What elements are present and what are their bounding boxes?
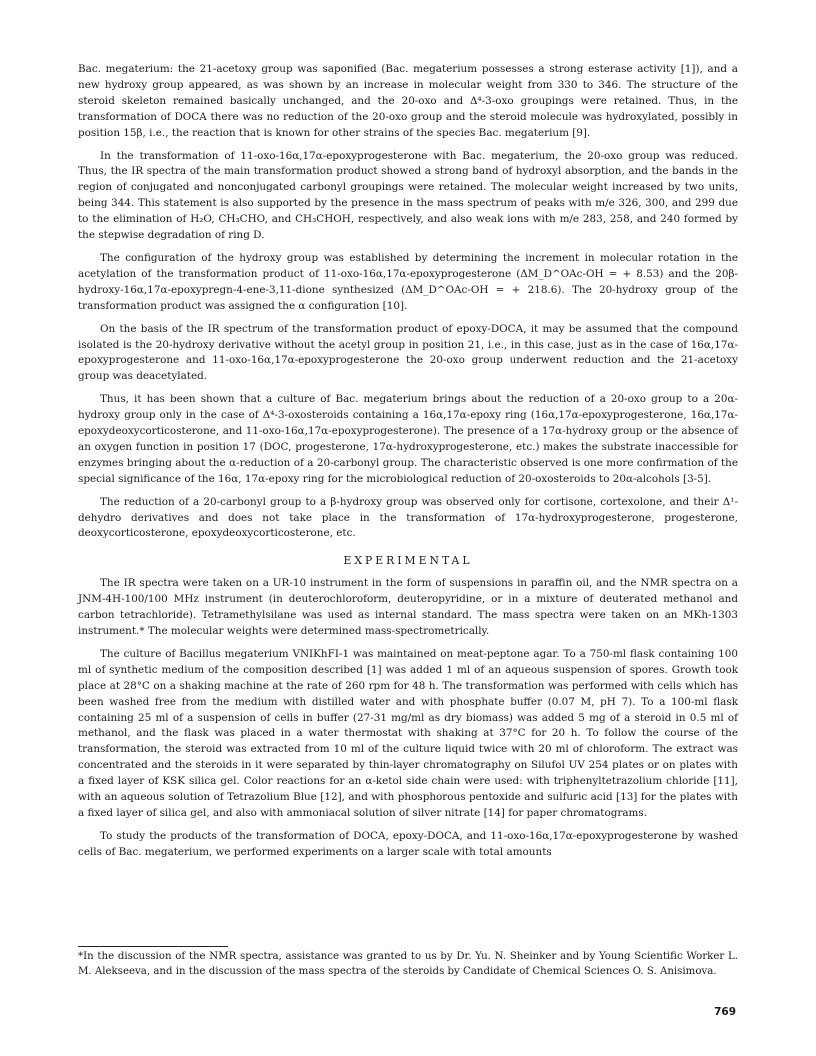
article-body xyxy=(78,62,738,868)
paragraph-2: In the transformation of 11-oxo-16α,17α-epoxyprogesterone with Bac. megaterium, the 20-oxo group was reduced. Thus, the IR spectra of the main transformation product showed a strong band of hydroxyl absorption, and the bands in the region of conjugated and nonconjugated carbonyl groupings were retained. The molecular weight increased by two units, being 344. This statement is also supported by the presence in the mass spectrum of peaks with m/e 326, 300, and 299 due to the elimination of H₂O, CH₃CHO, and CH₃CHOH, respectively, and also weak ions with m/e 283, 258, and 240 formed by the stepwise degradation of ring D. xyxy=(78,149,738,242)
paragraph-1: Bac. megaterium: the 21-acetoxy group was saponified (Bac. megaterium possesses a strong esterase activity [1]), and a new hydroxy group appeared, as was shown by an increase in molecular weight from 330 to 346. The structure of the steroid skeleton remained basically unchanged, and the 20-oxo and Δ⁴-3-oxo groupings were retained. Thus, in the transformation of DOCA there was no reduction of the 20-oxo group and the steroid molecule was hydroxylated, possibly in position 15β, i.e., the reaction that is known for other strains of the species Bac. megaterium [9]. xyxy=(78,63,738,139)
paragraph-8: The culture of Bacillus megaterium VNIKhFI-1 was maintained on meat-peptone agar. To a 750-ml flask containing 100 ml of synthetic medium of the composition described [1] was added 1 ml of an aqueous suspension of spores. Growth took place at 28°C on a shaking machine at the rate of 260 rpm for 48 h. The transformation was performed with cells which has been washed free from the medium with distilled water and with phosphate buffer (0.07 M, pH 7). To a 100-ml flask containing 25 ml of a suspension of cells in buffer (27-31 mg/ml as dry biomass) was added 5 mg of a steroid in 0.5 ml of methanol, and the flask was placed in a water thermostat with shaking at 37°C for 20 h. To follow the course of the transformation, the steroid was extracted from 10 ml of the culture liquid twice with 20 ml of chloroform. The extract was concentrated and the steroids in it were separated by thin-layer chromatography on Silufol UV 254 plates or on plates with a fixed layer of KSK silica gel. Color reactions for an α-ketol side chain were used: with triphenyltetrazolium chloride [11], with an aqueous solution of Tetrazolium Blue [12], and with phosphorous pentoxide and sulfuric acid [13] for the plates with a fixed layer of silica gel, and also with ammoniacal solution of silver nitrate [14] for paper chromatograms. xyxy=(78,647,738,819)
page-number: 769 xyxy=(714,1006,736,1018)
paragraph-5: Thus, it has been shown that a culture of Bac. megaterium brings about the reduction of a 20-oxo group to a 20α-hydroxy group only in the case of Δ⁴-3-oxosteroids containing a 16α,17α-epoxy ring (16α,17α-epoxyprogesterone, 16α,17α-epoxydeoxycorticosterone, and 11-oxo-16α,17α-epoxyprogesterone). The presence of a 17α-hydroxy group or the absence of an oxygen function in position 17 (DOC, progesterone, 17α-hydroxyprogesterone, etc.) makes the substrate inaccessible for enzymes bringing about the α-reduction of a 20-carbonyl group. The characteristic observed is one more confirmation of the special significance of the 16α, 17α-epoxy ring for the microbiological reduction of 20-oxosteroids to 20α-alcohols [3-5]. xyxy=(78,393,738,485)
paragraph-9: To study the products of the transformation of DOCA, epoxy-DOCA, and 11-oxo-16α,17α-epoxyprogesterone by washed cells of Bac. megaterium, we performed experiments on a larger scale with total amounts xyxy=(78,829,738,858)
paragraph-7: The IR spectra were taken on a UR-10 instrument in the form of suspensions in paraffin oil, and the NMR spectra on a JNM-4H-100/100 MHz instrument (in deuterochloroform, deuteropyridine, or in a mixture of deuterated methanol and carbon tetrachloride). Tetramethylsilane was used as internal standard. The mass spectra were taken on an MKh-1303 instrument.* The molecular weights were determined mass-spectrometrically. xyxy=(78,577,738,637)
section-heading-experimental: EXPERIMENTAL xyxy=(343,554,473,568)
paragraph-6: The reduction of a 20-carbonyl group to a β-hydroxy group was observed only for cortisone, cortexolone, and their Δ¹-dehydro derivatives and does not take place in the transformation of 17α-hydroxyprogesterone, progesterone, deoxycorticosterone, epoxydeoxycorticosterone, etc. xyxy=(78,495,738,540)
paragraph-4: On the basis of the IR spectrum of the transformation product of epoxy-DOCA, it may be assumed that the compound isolated is the 20-hydroxy derivative without the acetyl group in position 21, i.e., in this case, just as in the case of 16α,17α-epoxyprogesterone and 11-oxo-16α,17α-epoxyprogesterone the 20-oxo group underwent reduction and the 21-acetoxy group was deacetylated. xyxy=(78,322,738,383)
footnote: *In the discussion of the NMR spectra, assistance was granted to us by Dr. Yu. N. Sheinker and by Young Scientific Worker L. M. Alekseeva, and in the discussion of the mass spectra of the steroids by Candidate of Chemical Sciences O. S. Anisimova. xyxy=(78,951,738,978)
paragraph-3: The configuration of the hydroxy group was established by determining the increment in molecular rotation in the acetylation of the transformation product of 11-oxo-16α,17α-epoxyprogesterone (ΔM_D^OAc-OH = + 8.53) and the 20β-hydroxy-16α,17α-epoxypregn-4-ene-3,11-dione synthesized (ΔM_D^OAc-OH = + 218.6). The 20-hydroxy group of the transformation product was assigned the α configuration [10]. xyxy=(78,251,738,312)
footnote-divider xyxy=(78,946,228,947)
